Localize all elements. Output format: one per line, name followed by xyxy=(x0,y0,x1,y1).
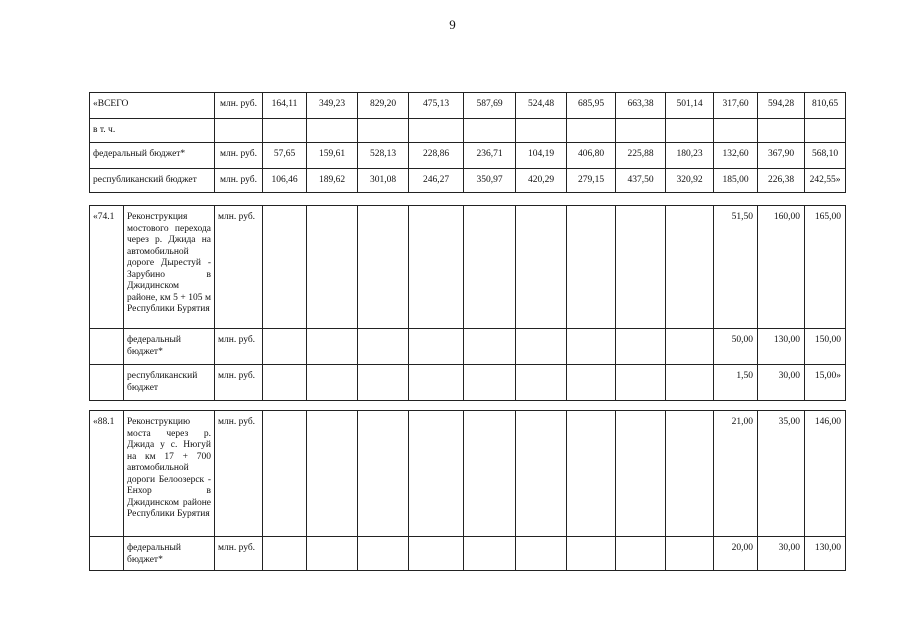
value-cell xyxy=(567,119,616,143)
value-cell: 159,61 xyxy=(307,143,358,169)
value-cell: 20,00 xyxy=(714,537,758,571)
row-unit: млн. руб. xyxy=(215,93,263,119)
value-cell: 30,00 xyxy=(758,537,805,571)
value-cell xyxy=(307,537,358,571)
value-cell xyxy=(263,365,307,401)
value-cell xyxy=(616,537,666,571)
value-cell: 225,88 xyxy=(616,143,666,169)
table-row xyxy=(90,169,846,193)
value-cell xyxy=(409,119,464,143)
value-cell: 226,38 xyxy=(758,169,805,193)
value-cell: 185,00 xyxy=(714,169,758,193)
value-cell: 180,23 xyxy=(666,143,714,169)
item-description: республиканский бюджет xyxy=(124,365,215,401)
value-cell xyxy=(616,206,666,329)
value-cell xyxy=(307,329,358,365)
value-cell: 106,46 xyxy=(263,169,307,193)
value-cell xyxy=(516,365,567,401)
value-cell: 242,55» xyxy=(805,169,846,193)
value-cell: 501,14 xyxy=(666,93,714,119)
value-cell: 51,50 xyxy=(714,206,758,329)
value-cell: 21,00 xyxy=(714,411,758,537)
value-cell: 1,50 xyxy=(714,365,758,401)
value-cell xyxy=(616,411,666,537)
table-row xyxy=(90,365,846,401)
value-cell xyxy=(464,537,516,571)
value-cell xyxy=(666,365,714,401)
value-cell xyxy=(567,206,616,329)
value-cell: 367,90 xyxy=(758,143,805,169)
value-cell: 437,50 xyxy=(616,169,666,193)
value-cell xyxy=(516,411,567,537)
value-cell: 236,71 xyxy=(464,143,516,169)
value-cell: 810,65 xyxy=(805,93,846,119)
value-cell xyxy=(464,329,516,365)
project-table-88-1 xyxy=(89,410,846,571)
value-cell: 130,00 xyxy=(758,329,805,365)
value-cell xyxy=(464,119,516,143)
row-unit: млн. руб. xyxy=(215,537,263,571)
value-cell xyxy=(567,365,616,401)
value-cell xyxy=(263,329,307,365)
value-cell xyxy=(409,537,464,571)
value-cell: 301,08 xyxy=(358,169,409,193)
value-cell: 317,60 xyxy=(714,93,758,119)
row-unit: млн. руб. xyxy=(215,365,263,401)
value-cell: 165,00 xyxy=(805,206,846,329)
value-cell: 104,19 xyxy=(516,143,567,169)
value-cell xyxy=(307,411,358,537)
table-row xyxy=(90,206,846,329)
item-code xyxy=(90,329,124,365)
table-row xyxy=(90,537,846,571)
value-cell: 246,27 xyxy=(409,169,464,193)
value-cell: 475,13 xyxy=(409,93,464,119)
value-cell: 160,00 xyxy=(758,206,805,329)
value-cell: 587,69 xyxy=(464,93,516,119)
value-cell xyxy=(307,206,358,329)
value-cell xyxy=(263,119,307,143)
value-cell xyxy=(567,537,616,571)
table-row xyxy=(90,119,846,143)
value-cell: 420,29 xyxy=(516,169,567,193)
value-cell xyxy=(358,119,409,143)
value-cell xyxy=(666,411,714,537)
item-code: «74.1 xyxy=(90,206,124,329)
item-code: «88.1 xyxy=(90,411,124,537)
value-cell: 228,86 xyxy=(409,143,464,169)
value-cell xyxy=(516,206,567,329)
value-cell: 279,15 xyxy=(567,169,616,193)
value-cell xyxy=(567,411,616,537)
item-code xyxy=(90,537,124,571)
value-cell xyxy=(666,119,714,143)
item-description: Реконструкцию моста через р. Джида у с. Нюгуй на км 17 + 700 автомобильной дороги Белоозерск - Енхор в Джидинском районе Республики Бурятия xyxy=(124,411,215,537)
value-cell xyxy=(263,537,307,571)
row-label: в т. ч. xyxy=(90,119,215,143)
value-cell xyxy=(409,206,464,329)
value-cell xyxy=(758,119,805,143)
value-cell: 406,80 xyxy=(567,143,616,169)
value-cell xyxy=(263,411,307,537)
value-cell: 685,95 xyxy=(567,93,616,119)
value-cell xyxy=(307,119,358,143)
table-row xyxy=(90,93,846,119)
value-cell xyxy=(714,119,758,143)
value-cell xyxy=(358,365,409,401)
value-cell: 350,97 xyxy=(464,169,516,193)
value-cell: 189,62 xyxy=(307,169,358,193)
value-cell: 524,48 xyxy=(516,93,567,119)
value-cell: 164,11 xyxy=(263,93,307,119)
row-unit xyxy=(215,119,263,143)
value-cell xyxy=(358,411,409,537)
value-cell xyxy=(409,365,464,401)
row-unit: млн. руб. xyxy=(215,169,263,193)
value-cell xyxy=(409,411,464,537)
table-row xyxy=(90,411,846,537)
value-cell xyxy=(616,119,666,143)
item-description: федеральный бюджет* xyxy=(124,537,215,571)
row-unit: млн. руб. xyxy=(215,411,263,537)
value-cell xyxy=(409,329,464,365)
value-cell xyxy=(358,329,409,365)
value-cell xyxy=(616,365,666,401)
value-cell xyxy=(666,329,714,365)
value-cell: 57,65 xyxy=(263,143,307,169)
value-cell xyxy=(666,206,714,329)
value-cell xyxy=(307,365,358,401)
value-cell: 146,00 xyxy=(805,411,846,537)
value-cell xyxy=(516,329,567,365)
value-cell: 829,20 xyxy=(358,93,409,119)
value-cell: 50,00 xyxy=(714,329,758,365)
project-table-74-1 xyxy=(89,205,846,401)
row-label: «ВСЕГО xyxy=(90,93,215,119)
item-code xyxy=(90,365,124,401)
value-cell xyxy=(358,206,409,329)
value-cell xyxy=(516,119,567,143)
value-cell: 35,00 xyxy=(758,411,805,537)
value-cell xyxy=(464,411,516,537)
row-label: республиканский бюджет xyxy=(90,169,215,193)
row-unit: млн. руб. xyxy=(215,329,263,365)
value-cell: 594,28 xyxy=(758,93,805,119)
value-cell: 349,23 xyxy=(307,93,358,119)
value-cell: 320,92 xyxy=(666,169,714,193)
item-description: федеральный бюджет* xyxy=(124,329,215,365)
row-label: федеральный бюджет* xyxy=(90,143,215,169)
row-unit: млн. руб. xyxy=(215,143,263,169)
value-cell xyxy=(516,537,567,571)
value-cell xyxy=(358,537,409,571)
value-cell xyxy=(464,206,516,329)
value-cell: 15,00» xyxy=(805,365,846,401)
row-unit: млн. руб. xyxy=(215,206,263,329)
table-row xyxy=(90,329,846,365)
value-cell xyxy=(616,329,666,365)
item-description: Реконструкция мостового перехода через р. Джида на автомобильной дороге Дырестуй - Зарубино в Джидинском районе, км 5 + 105 м Республики Бурятия xyxy=(124,206,215,329)
value-cell xyxy=(805,119,846,143)
value-cell: 132,60 xyxy=(714,143,758,169)
value-cell: 150,00 xyxy=(805,329,846,365)
value-cell: 663,38 xyxy=(616,93,666,119)
value-cell: 30,00 xyxy=(758,365,805,401)
value-cell: 568,10 xyxy=(805,143,846,169)
budget-total-table xyxy=(89,92,846,193)
value-cell xyxy=(263,206,307,329)
page-number: 9 xyxy=(449,17,456,32)
value-cell: 528,13 xyxy=(358,143,409,169)
value-cell xyxy=(464,365,516,401)
value-cell xyxy=(567,329,616,365)
value-cell: 130,00 xyxy=(805,537,846,571)
table-row xyxy=(90,143,846,169)
value-cell xyxy=(666,537,714,571)
